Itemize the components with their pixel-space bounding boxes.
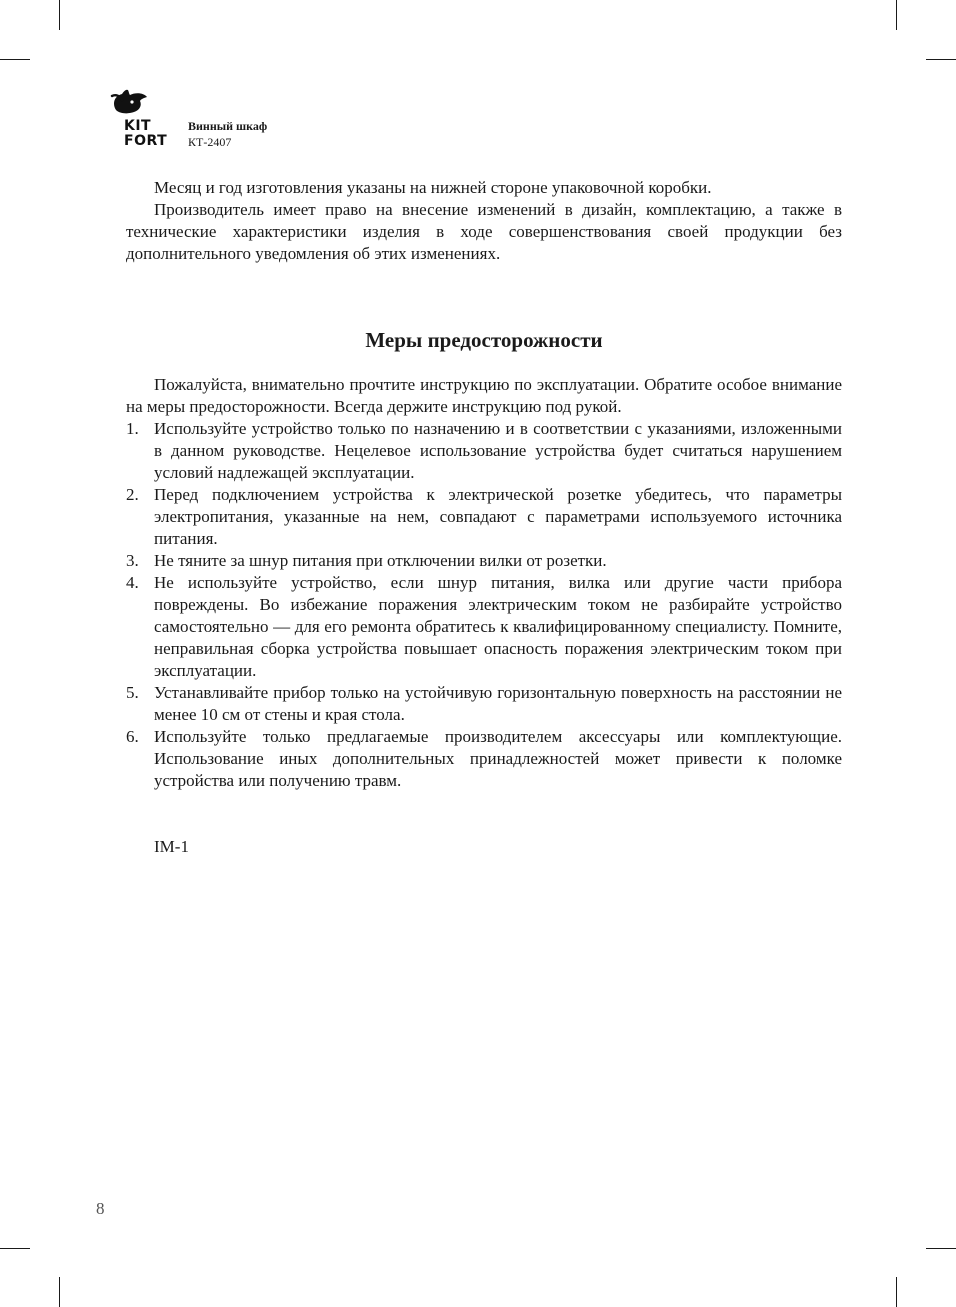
kitfort-logo bbox=[106, 88, 166, 152]
precautions-lead: Пожалуйста, внимательно прочтите инструкцию по эксплуатации. Обратите особое внимание на меры предосторожности. Всегда держите инструкцию под рукой. bbox=[126, 375, 842, 416]
list-text: Устанавливайте прибор только на устойчивую горизонтальную поверхность на расстоянии не менее 10 см от стены и края стола. bbox=[154, 683, 842, 724]
list-item bbox=[126, 682, 842, 726]
kitfort-cat-icon bbox=[110, 88, 150, 118]
list-item bbox=[126, 572, 842, 682]
product-header bbox=[188, 118, 267, 150]
list-item bbox=[126, 726, 842, 792]
list-text: Перед подключением устройства к электрической розетке убедитесь, что параметры электропитания, указанные на нем, совпадают с параметрами используемого источника питания. bbox=[154, 485, 842, 548]
brand-line1: KIT bbox=[124, 118, 152, 134]
list-number: 5. bbox=[126, 683, 139, 702]
brand-wordmark bbox=[124, 119, 167, 149]
crop-mark-top-left bbox=[59, 0, 60, 30]
list-number: 4. bbox=[126, 573, 139, 592]
list-number: 1. bbox=[126, 419, 139, 438]
crop-mark-bottom-right bbox=[896, 1277, 897, 1307]
list-text: Не тяните за шнур питания при отключении вилки от розетки. bbox=[154, 551, 607, 570]
list-item bbox=[126, 484, 842, 550]
list-number: 2. bbox=[126, 485, 139, 504]
crop-mark-top-left-h bbox=[0, 59, 30, 60]
brand-line2: FORT bbox=[124, 133, 168, 149]
crop-mark-top-right-h bbox=[926, 59, 956, 60]
intro-paragraph-1: Месяц и год изготовления указаны на нижней стороне упаковочной коробки. bbox=[154, 178, 712, 197]
precautions-list bbox=[126, 418, 842, 792]
list-text: Используйте устройство только по назначению и в соответствии с указаниями, изложенными в данном руководстве. Нецелевое использование устройства будет считаться нарушением условий надлежащей эксплуатации. bbox=[154, 419, 842, 482]
page-number: 8 bbox=[96, 1199, 105, 1218]
intro-paragraph-2: Производитель имеет право на внесение изменений в дизайн, комплектацию, а также в технические характеристики изделия в ходе совершенствования своей продукции без дополнительного уведомления об этих изменениях. bbox=[126, 200, 842, 263]
list-text: Не используйте устройство, если шнур питания, вилка или другие части прибора повреждены. Во избежание поражения электрическим током не разбирайте устройство самостоятельно — для его ремонта обратитесь к квалифицированному специалисту. Помните, неправильная сборка устройства повышает опасность поражения электрическим током при эксплуатации. bbox=[154, 573, 842, 680]
crop-mark-bottom-left-h bbox=[0, 1248, 30, 1249]
document-code: IM-1 bbox=[154, 837, 189, 856]
product-model: КТ-2407 bbox=[188, 135, 232, 149]
product-title: Винный шкаф bbox=[188, 119, 268, 133]
list-item bbox=[126, 550, 842, 572]
list-item bbox=[126, 418, 842, 484]
list-number: 3. bbox=[126, 551, 139, 570]
list-number: 6. bbox=[126, 727, 139, 746]
intro-block bbox=[126, 177, 842, 265]
list-text: Используйте только предлагаемые производителем аксессуары или комплектующие. Использование иных дополнительных принадлежностей может привести к поломке устройства или получению травм. bbox=[154, 727, 842, 790]
crop-mark-bottom-right-h bbox=[926, 1248, 956, 1249]
section-title: Меры предосторожности bbox=[365, 328, 603, 352]
crop-mark-top-right bbox=[896, 0, 897, 30]
crop-mark-bottom-left bbox=[59, 1277, 60, 1307]
precautions-block bbox=[126, 374, 842, 792]
